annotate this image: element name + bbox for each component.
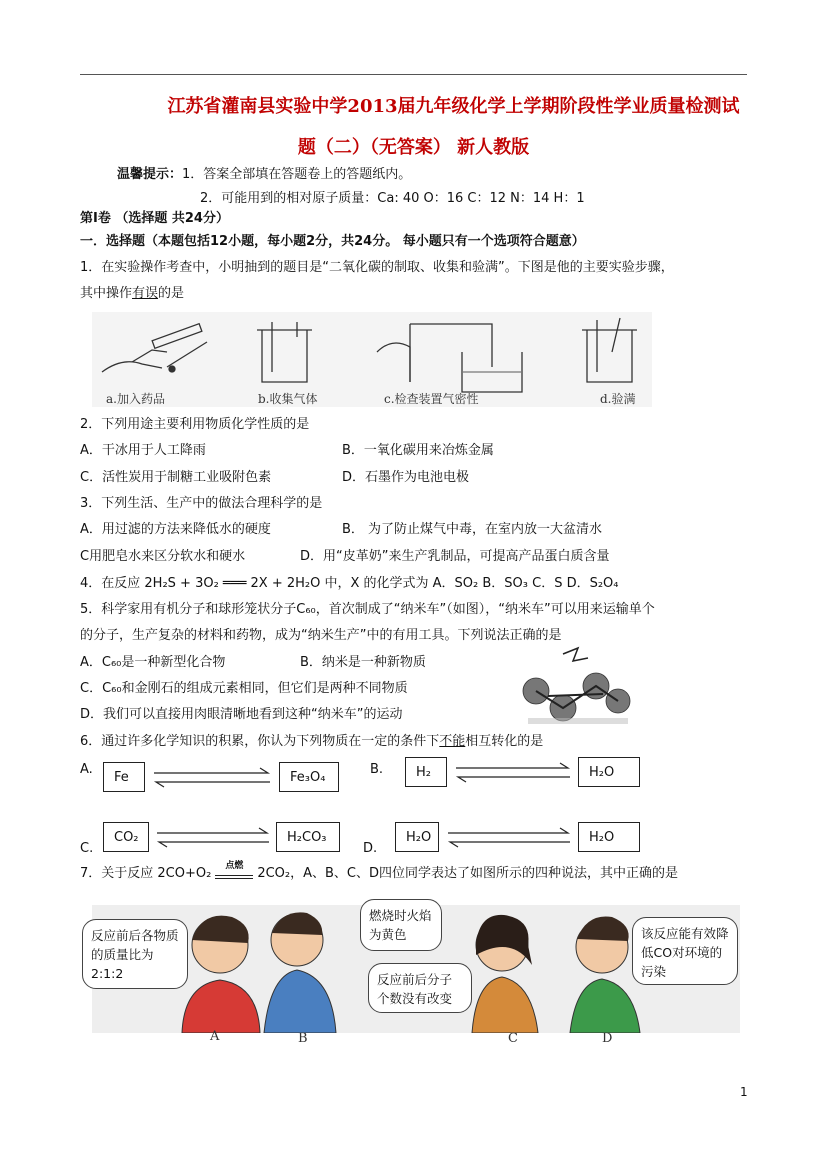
q2-option-b: B．一氧化碳用来冶炼金属 <box>342 443 494 458</box>
speech-bubble-a: 反应前后各物质的质量比为 2:1:2 <box>82 919 188 989</box>
q1-stem-line1: 1．在实验操作考查中，小明抽到的题目是“二氧化碳的制取、收集和验满”。下图是他的主要实验步骤， <box>80 260 674 275</box>
q3-option-a: A．用过滤的方法来降低水的硬度 <box>80 522 271 537</box>
tips-row-1 <box>117 166 411 184</box>
speech-bubble-b: 燃烧时火焰为黄色 <box>360 899 442 951</box>
tips-item-1: 1．答案全部填在答题卷上的答题纸内。 <box>182 167 412 182</box>
q6-stem-post: 相互转化的是 <box>465 734 544 749</box>
q1-stem-underlined: 有误 <box>132 286 159 301</box>
tips-label: 温馨提示： <box>117 167 183 182</box>
student-label-a: A <box>210 1029 220 1044</box>
q5-option-c: C．C₆₀和金刚石的组成元素相同，但它们是两种不同物质 <box>80 681 408 696</box>
q5-option-b: B．纳米是一种新物质 <box>300 655 426 670</box>
q7-reaction-arrow <box>211 861 257 883</box>
q3-option-d: D．用“皮革奶”来生产乳制品，可提高产品蛋白质含量 <box>300 549 610 564</box>
q6-d-left-box: H₂O <box>395 822 439 852</box>
q1-stem-post: 的是 <box>158 286 185 301</box>
q2-option-d: D．石墨作为电池电极 <box>342 470 470 485</box>
q5-stem-line1: 5．科学家用有机分子和球形笼状分子C₆₀，首次制成了“纳米车”（如图），“纳米车”可以用来运输单个 <box>80 602 655 617</box>
q5-option-a: A．C₆₀是一种新型化合物 <box>80 655 226 670</box>
q6-c-left-box: CO₂ <box>103 822 149 852</box>
q6-option-a-label: A. <box>80 762 93 777</box>
q2-option-a: A．干冰用于人工降雨 <box>80 443 206 458</box>
header-rule <box>80 74 747 75</box>
q7-stem <box>80 861 679 883</box>
q6-d-reversible-arrows <box>444 824 574 850</box>
q2-option-c: C．活性炭用于制糖工业吸附色素 <box>80 470 272 485</box>
q5-stem-line2: 的分子，生产复杂的材料和药物，成为“纳米生产”中的有用工具。下列说法正确的是 <box>80 628 562 643</box>
q6-option-b-label: B. <box>370 762 384 777</box>
q6-option-c-label: C. <box>80 841 94 856</box>
q7-condition: 点燃 <box>225 861 244 871</box>
q1-figure <box>92 312 652 407</box>
student-label-c: C <box>508 1031 518 1046</box>
fig-label-a: a.加入药品 <box>106 392 165 406</box>
speech-bubble-c: 反应前后分子个数没有改变 <box>368 963 472 1013</box>
q6-d-right-box: H₂O <box>578 822 640 852</box>
q6-a-left-box: Fe <box>103 762 145 792</box>
q6-c-right-box: H₂CO₃ <box>276 822 340 852</box>
section-heading: 第Ⅰ卷 （选择题 共24分） <box>80 211 229 226</box>
q6-stem-pre: 6．通过许多化学知识的积累，你认为下列物质在一定的条件下 <box>80 734 440 749</box>
q7-stem-post: 2CO₂，A、B、C、D四位同学表达了如图所示的四种说法，其中正确的是 <box>257 866 679 881</box>
q1-apparatus-drawings <box>92 312 652 407</box>
q6-c-reversible-arrows <box>153 824 273 850</box>
q6-b-left-box: H₂ <box>405 757 447 787</box>
student-label-d: D <box>602 1031 613 1046</box>
doc-title-line2: 题（二）（无答案） 新人教版 <box>297 137 530 158</box>
nanocar-image <box>518 646 636 728</box>
doc-title-line1: 江苏省灌南县实验中学2013届九年级化学上学期阶段性学业质量检测试 <box>167 96 740 117</box>
page-number: 1 <box>740 1085 748 1099</box>
q6-option-d-label: D. <box>363 841 378 856</box>
q6-b-right-box: H₂O <box>578 757 640 787</box>
tips-item-2: 2．可能用到的相对原子质量：Ca: 40 O：16 C：12 N：14 H：1 <box>200 191 585 206</box>
q7-stem-pre: 7．关于反应 2CO+O₂ <box>80 866 212 881</box>
q3-option-b: B． 为了防止煤气中毒，在室内放一大盆清水 <box>342 522 603 537</box>
q6-stem <box>80 733 543 751</box>
q6-a-right-box: Fe₃O₄ <box>279 762 339 792</box>
speech-bubble-d: 该反应能有效降低CO对环境的污染 <box>632 917 738 985</box>
q3-stem: 3．下列生活、生产中的做法合理科学的是 <box>80 496 323 511</box>
student-label-b: B <box>298 1031 308 1046</box>
q1-stem-pre: 其中操作 <box>80 286 133 301</box>
part-heading: 一．选择题（本题包括12小题，每小题2分，共24分。 每小题只有一个选项符合题意） <box>80 234 585 249</box>
q6-stem-underlined: 不能 <box>439 734 466 749</box>
q6-a-reversible-arrows <box>150 764 275 790</box>
q3-option-c: C用肥皂水来区分软水和硬水 <box>80 549 246 564</box>
fig-label-b: b.收集气体 <box>258 392 318 406</box>
fig-label-d: d.验满 <box>600 392 636 406</box>
fig-label-c: c.检查装置气密性 <box>384 392 479 406</box>
q2-stem: 2．下列用途主要利用物质化学性质的是 <box>80 417 310 432</box>
q1-stem-line2 <box>80 285 184 303</box>
q5-option-d: D．我们可以直接用肉眼清晰地看到这种“纳米车”的运动 <box>80 707 403 722</box>
q4-stem: 4．在反应 2H₂S + 3O₂ ═══ 2X + 2H₂O 中，X 的化学式为 A．SO₂ B．SO₃ C．S D．S₂O₄ <box>80 576 619 591</box>
q7-figure <box>92 905 740 1033</box>
q6-b-reversible-arrows <box>452 759 574 785</box>
